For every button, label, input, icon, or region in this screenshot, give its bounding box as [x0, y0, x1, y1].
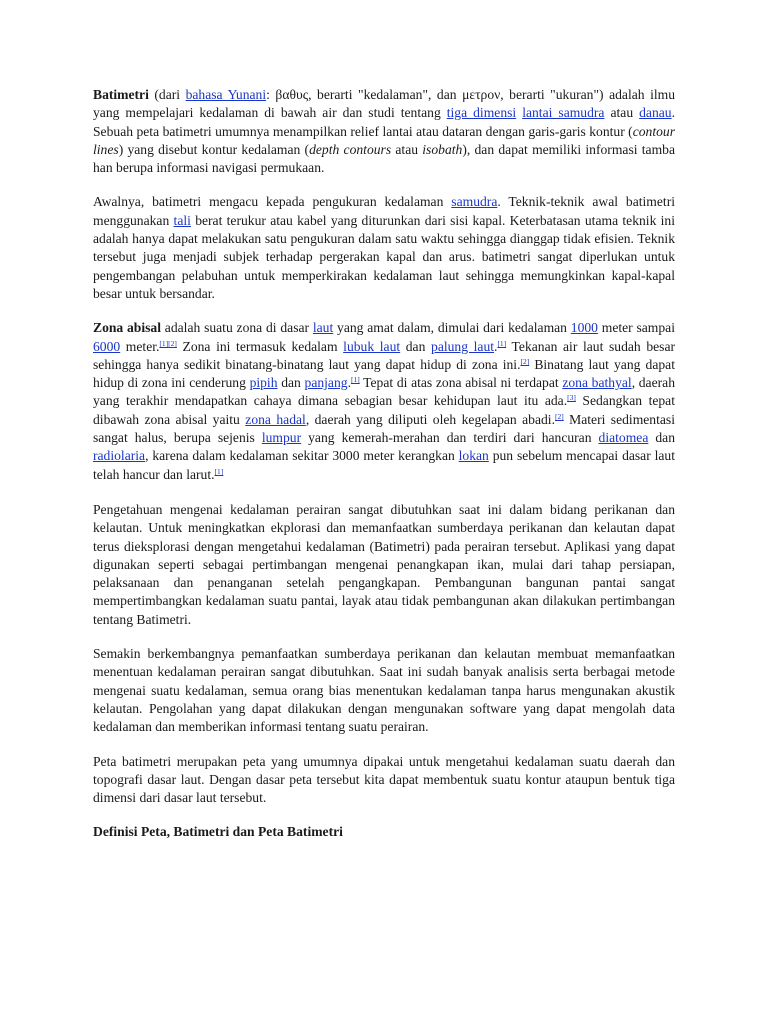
text-run: Sedangkan tepat dibawah zona abisal yaitu: [93, 393, 675, 427]
link-1000[interactable]: 1000: [570, 320, 598, 336]
citation-ref: [351, 375, 360, 384]
paragraph-batimetri: [93, 86, 675, 177]
text-run: .: [494, 338, 498, 354]
text-run: ) yang disebut kontur kedalaman (: [118, 141, 310, 157]
text-run: , daerah yang diliputi oleh kegelapan abadi.: [305, 411, 555, 427]
em-contour-lines: contour lines: [93, 123, 675, 157]
text-run: yang amat dalam, dimulai dari kedalaman: [333, 320, 571, 336]
text-run: , daerah yang terakhir mendapatkan cahaya dimana sebagian besar kehidupan laut itu ada.: [93, 375, 675, 409]
link-pipih[interactable]: pipih: [249, 375, 278, 391]
text-run: . Teknik-teknik awal batimetri menggunakan: [93, 194, 675, 228]
citation-link[interactable]: [2]: [554, 411, 564, 421]
link-tali[interactable]: tali: [173, 212, 191, 228]
text-run: Tepat di atas zona abisal ni terdapat: [359, 375, 563, 391]
text-run: meter.: [120, 338, 160, 354]
text-run: dan: [400, 338, 432, 354]
text-run: , karena dalam kedalaman sekitar 3000 meter kerangkan: [145, 448, 459, 464]
citation-ref: [497, 339, 506, 348]
text-run: meter sampai: [597, 320, 675, 336]
citation-ref: [555, 412, 564, 421]
text-run: dan: [648, 430, 675, 446]
link-tiga-dimensi[interactable]: tiga dimensi: [446, 105, 517, 121]
document-body: [93, 86, 675, 858]
link-bahasa-yunani[interactable]: bahasa Yunani: [185, 87, 267, 102]
link-danau[interactable]: danau: [639, 105, 672, 121]
link-laut[interactable]: laut: [312, 320, 334, 336]
text-run: atau: [604, 105, 640, 121]
text-run: : βαθυς, berarti "kedalaman", dan μετρον, berarti "ukuran") adalah ilmu yang mempelajari kedalaman di bawah air dan studi tentang: [93, 87, 676, 121]
citation-link[interactable]: [1]: [214, 466, 224, 476]
link-radiolaria[interactable]: radiolaria: [93, 448, 146, 464]
text-run: dan: [277, 375, 305, 391]
link-zona-hadal[interactable]: zona hadal: [245, 411, 306, 427]
paragraph-awalnya: [93, 193, 675, 303]
citation-link[interactable]: [3]: [567, 393, 576, 403]
text-run: (dari: [148, 87, 186, 102]
citation-link[interactable]: [1]: [159, 338, 169, 348]
text-run: yang kemerah-merahan dan terdiri dari hancuran: [301, 430, 599, 446]
term-batimetri: Batimetri: [93, 87, 149, 102]
link-6000[interactable]: 6000: [93, 338, 121, 354]
text-run: Tekanan air laut sudah besar sehingga hanya sedikit binatang-binatang laut yang dapat hidup di zona ini.: [93, 338, 675, 372]
text-run: pun sebelum mencapai dasar laut telah hancur dan larut.: [93, 448, 675, 482]
text-run: ), dan dapat memiliki informasi tamba han berupa informasi navigasi permukaan.: [93, 141, 675, 176]
text-run: Materi sedimentasi sangat halus, berupa sejenis: [93, 411, 675, 446]
link-lubuk-laut[interactable]: lubuk laut: [343, 338, 401, 354]
link-lantai-samudra[interactable]: lantai samudra: [522, 105, 605, 121]
text-run: berat terukur atau kabel yang diturunkan dari sisi kapal. Keterbatasan utama teknik ini adalah hanya dapat melakukan satu pengukuran dalam satu waktu sehingga dianggap tidak efisien. Teknik tersebut juga menjadi subjek terhadap pergerakan kapal dan arus. batimetri sangat diperlukan untuk pengembangan pelabuhan untuk memperkirakan kedalaman laut sehingga memungkinkan kapal-kapal besar untuk bersandar.: [93, 212, 675, 301]
term-zona-abisal: Zona abisal: [93, 320, 162, 336]
link-palung-laut[interactable]: palung laut: [431, 338, 495, 354]
text-run: Zona ini termasuk kedalam: [176, 338, 344, 354]
link-lokan[interactable]: lokan: [458, 448, 489, 464]
citation-link[interactable]: [1]: [350, 375, 360, 385]
text-run: adalah suatu zona di dasar: [161, 320, 313, 336]
em-depth-contours: depth contours: [309, 141, 392, 157]
citation-link[interactable]: [2]: [520, 356, 530, 366]
text-run: atau: [391, 141, 423, 157]
text-run: .: [347, 375, 351, 391]
citation-ref: [567, 393, 576, 402]
citation-ref: [215, 467, 224, 476]
paragraph-zona-abisal: [93, 319, 675, 484]
citation-ref: [159, 339, 177, 348]
link-lumpur[interactable]: lumpur: [261, 430, 302, 446]
paragraph-peta-batimetri: Peta batimetri merupakan peta yang umumnya dipakai untuk mengetahui kedalaman suatu daerah dan topografi dasar laut. Dengan dasar peta tersebut kita dapat membentuk suatu kontur ataupun bentuk tiga dimensi dari dasar laut tersebut.: [93, 753, 675, 806]
em-isobath: isobath: [422, 141, 463, 157]
section-heading: Definisi Peta, Batimetri dan Peta Batimetri: [93, 824, 343, 840]
paragraph-semakin: Semakin berkembangnya pemanfaatkan sumberdaya perikanan dan kelautan membuat memanfaatkan menentuan kedalaman perairan sangat dibutuhkan. Saat ini sudah banyak analisis serta berbagai metode mengenai suatu kedalaman, semua orang bias menentukan kedalaman tanpa harus mengunakan akustik kelautan. Pengolahan yang dapat dilakukan dengan mengunakan software yang dapat mengolah data kedalaman dan memberikan informasi tentang suatu perairan.: [93, 646, 675, 735]
link-samudra[interactable]: samudra: [451, 194, 498, 210]
link-panjang[interactable]: panjang: [304, 375, 348, 391]
link-zona-bathyal[interactable]: zona bathyal: [562, 375, 632, 391]
link-diatomea[interactable]: diatomea: [598, 430, 649, 446]
citation-link[interactable]: [1]: [497, 338, 507, 348]
citation-ref: [520, 357, 529, 366]
text-run: . Sebuah peta batimetri umumnya menampilkan relief lantai atau dataran dengan garis-garis kontur (: [93, 105, 675, 139]
citation-link[interactable]: [2]: [168, 338, 177, 348]
text-run: Binatang laut yang dapat hidup di zona ini cenderung: [93, 356, 675, 391]
text-run: Awalnya, batimetri mengacu kepada pengukuran kedalaman: [93, 194, 452, 210]
paragraph-pengetahuan: Pengetahuan mengenai kedalaman perairan sangat dibutuhkan saat ini dalam bidang perikanan dan kelautan. Untuk meningkatkan ekplorasi dan memanfaatkan sumberdaya perikanan dan kelautan dapat terus dieksplorasi dengan mengetahui kedalaman (Batimetri) pada perairan tersebut. Aplikasi yang dapat digunakan seperti sebagai pertimbangan mengenai penangkapan ikan, mulai dari tahap persiapan, pelaksanaan dan penanganan setelah pengangkapan. Pembangunan bangunan pantai sangat mempertimbangkan kedalaman suatu pantai, layak atau tidak pembangunan akan dilakukan pertimbangan tentang Batimetri.: [93, 501, 675, 627]
